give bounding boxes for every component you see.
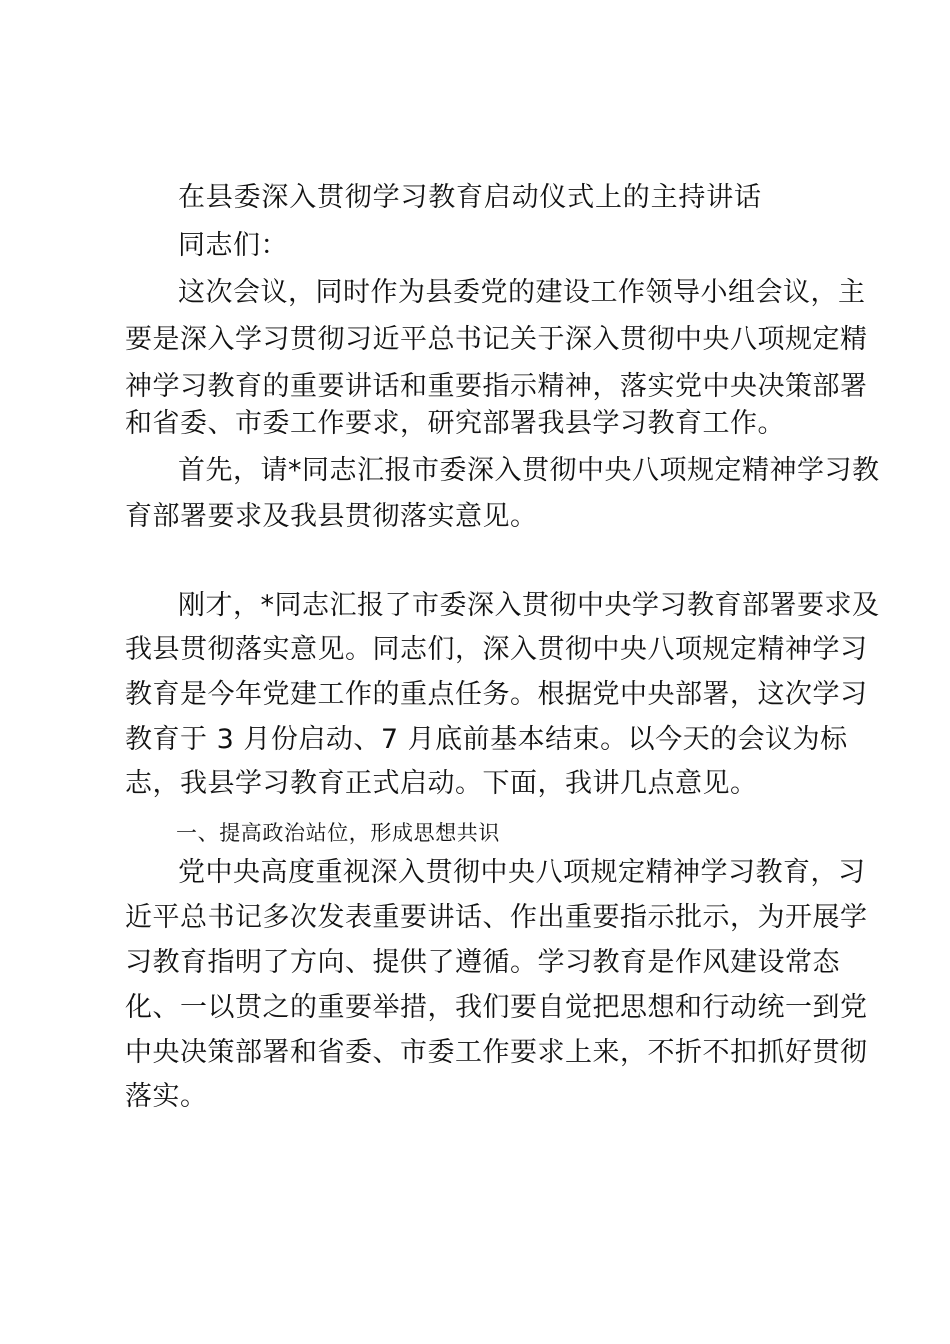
paragraph-line: 落实。 xyxy=(125,1081,208,1112)
paragraph-line: 和省委、市委工作要求，研究部署我县学习教育工作。 xyxy=(125,408,785,439)
paragraph-line: 中央决策部署和省委、市委工作要求上来，不折不扣抓好贯彻 xyxy=(125,1037,868,1068)
paragraph-line: 志，我县学习教育正式启动。下面，我讲几点意见。 xyxy=(125,768,758,799)
paragraph-line: 刚才，*同志汇报了市委深入贯彻中央学习教育部署要求及 xyxy=(178,590,880,621)
section-heading: 一、提高政治站位，形成思想共识 xyxy=(176,821,500,845)
paragraph-line: 教育是今年党建工作的重点任务。根据党中央部署，这次学习 xyxy=(125,679,868,710)
paragraph-line: 党中央高度重视深入贯彻中央八项规定精神学习教育，习 xyxy=(178,857,866,888)
paragraph-line: 首先，请*同志汇报市委深入贯彻中央八项规定精神学习教 xyxy=(178,455,880,486)
paragraph-line: 近平总书记多次发表重要讲话、作出重要指示批示，为开展学 xyxy=(125,902,868,933)
paragraph-line: 化、一以贯之的重要举措，我们要自觉把思想和行动统一到党 xyxy=(125,992,868,1023)
paragraph-line: 我县贯彻落实意见。同志们，深入贯彻中央八项规定精神学习 xyxy=(125,634,868,665)
paragraph-line: 教育于 3 月份启动、7 月底前基本结束。以今天的会议为标 xyxy=(125,724,848,755)
salutation: 同志们： xyxy=(178,230,288,261)
paragraph-line: 这次会议，同时作为县委党的建设工作领导小组会议，主 xyxy=(178,277,866,308)
paragraph-line: 育部署要求及我县贯彻落实意见。 xyxy=(125,501,538,532)
document-title: 在县委深入贯彻学习教育启动仪式上的主持讲话 xyxy=(178,182,762,213)
paragraph-line: 习教育指明了方向、提供了遵循。学习教育是作风建设常态 xyxy=(125,947,840,978)
paragraph-line: 要是深入学习贯彻习近平总书记关于深入贯彻中央八项规定精 xyxy=(125,324,868,355)
paragraph-line: 神学习教育的重要讲话和重要指示精神，落实党中央决策部署 xyxy=(125,371,868,402)
